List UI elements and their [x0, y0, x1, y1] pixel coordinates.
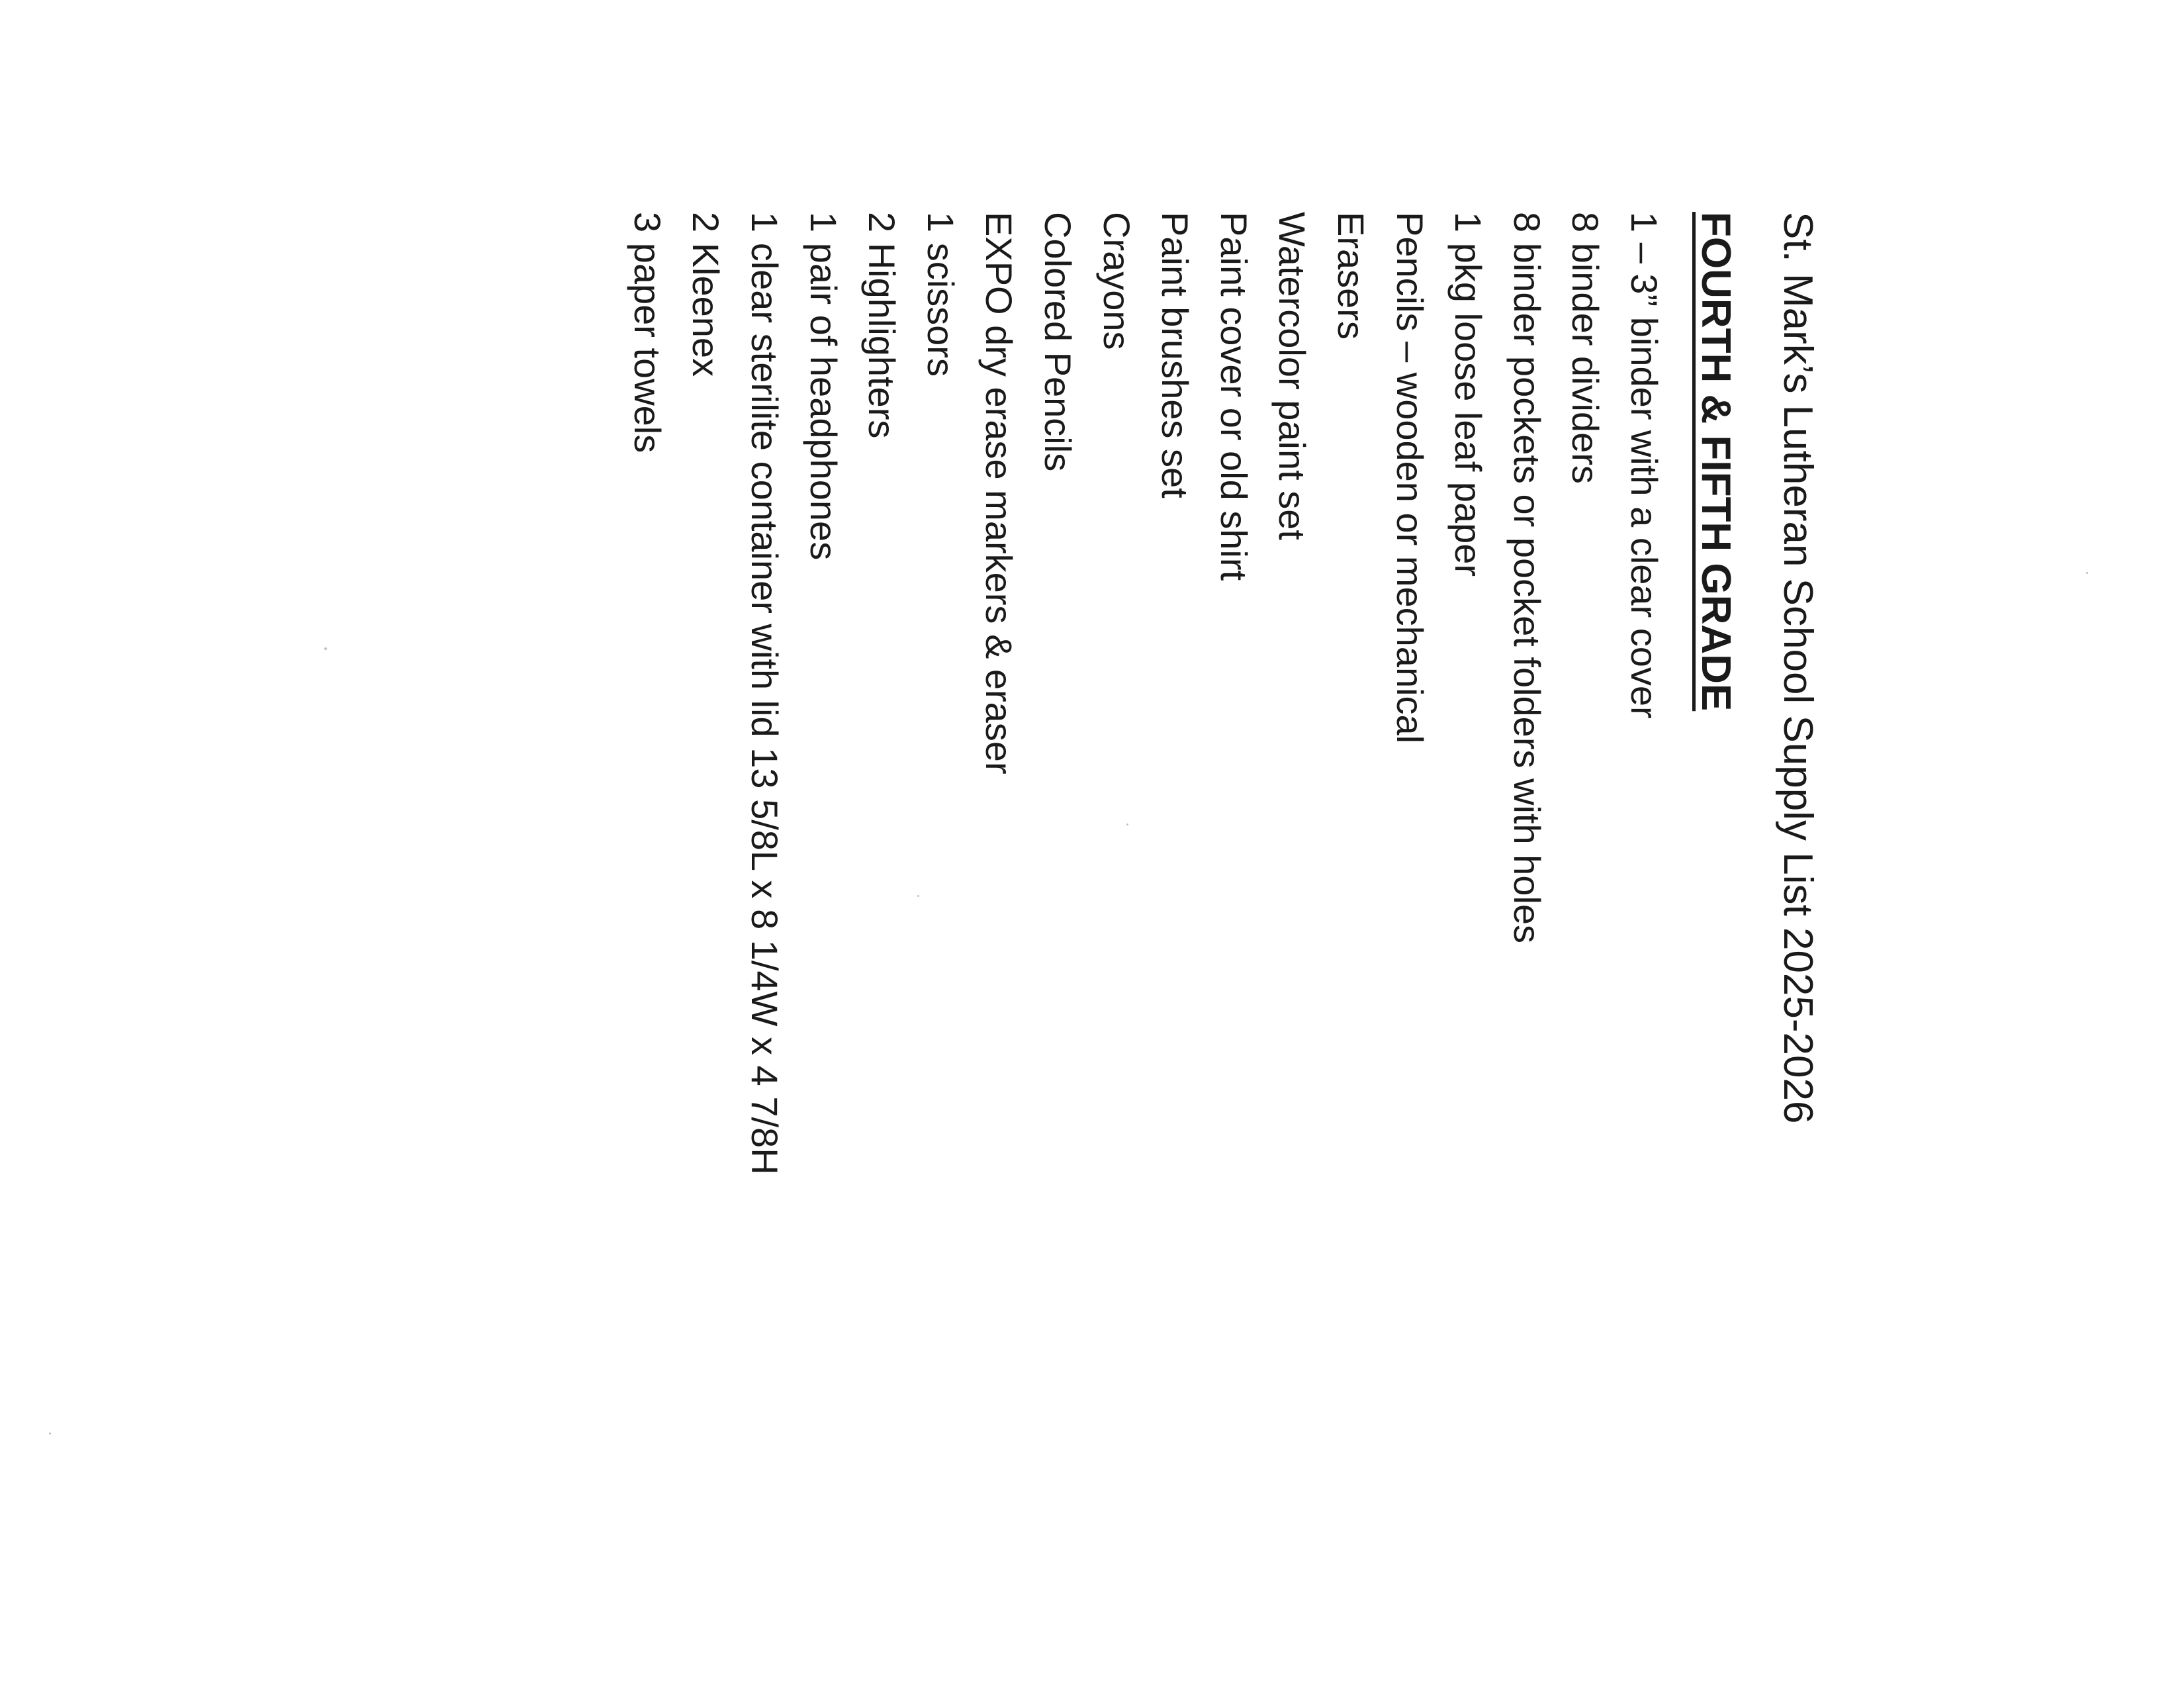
scan-speck: [1126, 823, 1128, 825]
list-item: Erasers: [1330, 212, 1373, 340]
list-item: Paint brushes set: [1154, 212, 1197, 498]
scan-speck: [917, 895, 919, 897]
list-item: 8 binder pockets or pocket folders with holes: [1506, 212, 1548, 944]
document-title: St. Mark’s Lutheran School Supply List 2025-2026: [1775, 212, 1821, 1124]
list-item: 1 pair of headphones: [802, 212, 844, 561]
supply-list: [617, 212, 1673, 1536]
list-item: 8 binder dividers: [1565, 212, 1607, 484]
list-item: 1 clear sterilite container with lid 13 5/8L x 8 1/4W x 4 7/8H: [744, 212, 786, 1175]
list-item: 1 – 3” binder with a clear cover: [1623, 212, 1665, 719]
list-item: Crayons: [1095, 212, 1138, 350]
scan-speck: [324, 647, 327, 650]
list-item: 2 Highlighters: [861, 212, 903, 439]
grade-heading: FOURTH & FIFTH GRADE: [1693, 212, 1739, 712]
list-item: 1 scissors: [919, 212, 962, 377]
list-item: 1 pkg loose leaf paper: [1447, 212, 1490, 577]
list-item: 2 Kleenex: [685, 212, 727, 377]
list-item: EXPO dry erase markers & eraser: [978, 212, 1021, 774]
scan-speck: [2086, 572, 2088, 574]
list-item: Colored Pencils: [1037, 212, 1079, 472]
scan-speck: [49, 1432, 51, 1434]
supply-list-page: [617, 212, 1827, 1536]
list-item: Paint cover or old shirt: [1212, 212, 1255, 581]
list-item: Pencils – wooden or mechanical: [1388, 212, 1431, 744]
list-item: 3 paper towels: [626, 212, 668, 453]
list-item: Watercolor paint set: [1271, 212, 1314, 540]
